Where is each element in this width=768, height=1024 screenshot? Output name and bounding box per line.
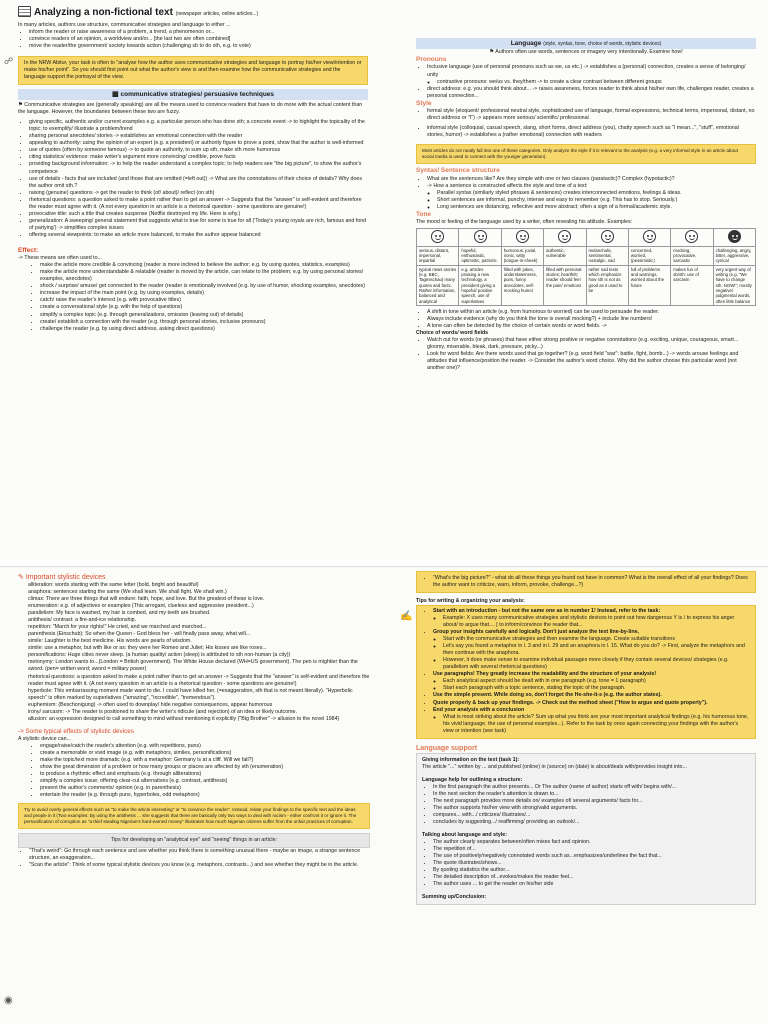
list-item: Quote properly & back up your findings. -> Check out the method sheet ("How to argue and quote properly"). — [433, 699, 708, 706]
list-item: • -> How a sentence is constructed affects the style and tone of a text: — [427, 183, 756, 190]
list-item: • show the great dimension of a problem or how many groups or places are affected by sth (enumeration) — [40, 764, 370, 771]
list-item: • entertain the reader (e.g. through puns, hyperboles, odd metaphors) — [40, 792, 370, 799]
list-item: • challenge the reader (e.g. by using direct address, asking direct questions) — [40, 326, 368, 333]
list-item: • increase the impact of the main point (e.g. by using examples, details) — [40, 290, 368, 297]
list-item: • make the topic/text more dramatic (e.g. with a metaphor: Germany is at a cliff. Will we fall?) — [40, 757, 370, 764]
list-item: • compares... with.../ criticizes/ illustrates/... — [433, 812, 750, 819]
intro-list — [18, 29, 368, 50]
stylistic-devices-list — [18, 582, 370, 723]
list-item: • A tone can often be detected by the choice of certain words or word fields. -> — [427, 323, 756, 330]
list-item: simile: Laughter is the best medicine. His words are pearls of wisdom. — [28, 638, 192, 645]
list-item: personifications: Huge cities never sleep. (a human quality/ action (sleep) is attributed to sth non-human (a city)) — [28, 652, 291, 659]
list-item: End your analysis with a conclusion — [433, 706, 525, 713]
giving-info-text: The article "..." written by ... and published (online) in (source) on (date) is about/deals with/provides insight into... — [422, 763, 687, 770]
tone-example-cell: typical news stories (e.g. BBC, Tagesschau) many quotes and facts. Rather information, balanced and analytical — [417, 265, 459, 306]
list-item: • concludes by suggesting.../ reaffirming/ providing an outlook/... — [433, 819, 750, 826]
list-item: • In the first paragraph the author presents... Or The author (name of author) starts off with/ begins with/... — [433, 784, 750, 791]
pronouns-list — [416, 64, 756, 99]
list-item: Start with an introduction - but not the same one as in number 1! Instead, refer to the task: — [433, 608, 661, 615]
list-item: antithesis/ contrast: a fire-and-ice relationship. — [28, 617, 137, 624]
language-support-box — [416, 753, 756, 906]
list-item: • simplify a complex topic (e.g. through generalizations, omission (leaving out) of details) — [40, 312, 368, 319]
tone-list — [416, 309, 756, 330]
list-subitem: ◦ Start with the communicative strategies and then examine the language. Create suitable transitions — [443, 636, 750, 643]
flag-icon: ⚑ — [18, 102, 25, 109]
language-intro: ⚑ Authors often use words, sentences or imagery very intentionally. Examine how! — [489, 49, 683, 55]
avoid-general-effects-box: Try to avoid overly general effects such as "to make the article interesting" or "to convince the reader". Instead, relate your findings to the specific text and the ideas and people in it (Two examples: By using the antithesis ... she suggests that there are basically only two ways to deal with racism - either confront it or ignore it. The personification of corruption as "a thief stealing Nigerian's hard-earned money" illustrates how much Nigerian citizens suffer from the unfair practices of corruption. — [18, 803, 370, 829]
word-choice-list — [416, 337, 756, 372]
angry-face-icon — [728, 230, 741, 243]
list-item: irony/ sarcasm: -> The reader is positioned to share the writer's ridicule (and rejection) of an idea or likely outcome. — [28, 708, 297, 715]
header-label: communicative strategies/ persuasive techniques — [120, 91, 275, 99]
effects-heading: -> Some typical effects of stylistic devices — [18, 727, 134, 735]
big-picture-box: • "What's the big picture?" - what do all these things you found out have in common? What is the overall effect of all your findings? Does the author want to criticize, warn, inform, provoke, challenge...?) — [416, 571, 756, 593]
header-label: Language — [510, 40, 542, 47]
list-item: • The author clearly separates between/often mixes fact and opinion. — [433, 839, 750, 846]
effect-intro: -> These means are often used to... — [18, 255, 102, 262]
list-item: • The author supports his/her view with strong/valid arguments. — [433, 805, 750, 812]
list-item: • The use of positively/negatively connotated words such as...emphasizes/underlines the fact that... — [433, 853, 750, 860]
list-item: • provocative title: such a title that creates suspense (Netflix destroyed my life. Here is why.) — [29, 211, 368, 218]
list-item: • "That's weird": Go through each sentence and see whether you think there is something unusual there - maybe an image, a strange sentence structure, an exaggeration... — [29, 848, 370, 862]
analytical-eye-header: Tips for developing an "analytical eye" and "seeing" things in an article: — [18, 833, 370, 848]
list-item: Group your insights carefully and logically. Don't just analyze the text line-by-line, — [433, 629, 640, 636]
tone-word-cell: concerned, worried, (pessimistic) — [628, 246, 670, 265]
tone-word-cell: melancholic, sentimental, nostalgic, sad — [586, 246, 628, 265]
style-heading: Style — [416, 99, 432, 107]
sad-face-icon — [601, 230, 614, 243]
list-item: Use paragraphs! They greatly increase the readability and the structure of your analysis! — [433, 671, 657, 678]
pencil-icon: ✎ — [18, 574, 26, 581]
giving-info-heading: Giving information on the text (task 1): — [422, 756, 520, 763]
list-item: • present the author's comments/ opinion (e.g. in parenthesis) — [40, 785, 370, 792]
list-item: parenthesis (Einschub): So when the Queen - God bless her - will finally pass away, what will... — [28, 631, 251, 638]
list-item: • A shift in tone within an article (e.g. from humorous to worried) can be used to persuade the reader. — [427, 309, 756, 316]
open-face-icon — [558, 230, 571, 243]
pronouns-heading: Pronouns — [416, 56, 447, 64]
list-item: allusion: an expression designed to call something to mind without mentioning it explicitly ("Big Brother" -> allusion to the novel 1984) — [28, 715, 340, 722]
tone-example-cell: makes fun of sb/sth: use of sarcasm — [671, 265, 713, 306]
tone-word-cell: hopeful, enthusiastic, optimistic, patriotic — [459, 246, 501, 265]
tone-example-cell: very urgent way of writing (e.g. "We have to change sth. NOW!"; mostly negative/ judgmental words, often little balance — [713, 265, 755, 306]
smirking-face-icon — [685, 230, 698, 243]
strategies-list — [18, 119, 368, 239]
tone-example-cell: filled with personal stories; heartfelt; reader should feel the pain/ emotions — [544, 265, 586, 306]
tone-intro: The mood or feeling of the language used by a writer, often revealing his attitude. Examples: — [416, 219, 633, 226]
strategies-intro: ⚑ Communicative strategies are (generally speaking) are all the means used to convince readers that have to do more with the actual content than the language. However, the boundaries between these two are fuzzy. — [18, 102, 363, 116]
list-item: • use of details - facts that are included (and those that are omitted (=left out)) -> What are the connotations of their choice of details? Why does the author omit sth.? — [29, 176, 368, 190]
list-item: • simplify a complex issue; offering clear-cut alternatives (e.g. contrast, antithesis) — [40, 778, 370, 785]
stylistic-devices-heading: ✎ Important stylistic devices — [18, 574, 106, 581]
effects-list — [18, 743, 370, 799]
list-item: • providing background information: -> to help the reader understand a complex topic; to help readers see "the big picture", to show the author's competence — [29, 161, 368, 175]
list-item: repetition: "March for your rights!" He cried, and we marched and marched... — [28, 624, 207, 631]
flag-icon: ⚑ — [489, 49, 496, 55]
list-item: metonymy: London wants to...(London = British government). The White House declared (WH=US government). The pen is mightier than the sword. (pen= written word; sword = military power) — [28, 659, 358, 673]
list-item: • shock / surprise/ amuse/ get connected to the reader (reader is emotionally involved (e.g. by use of humor, shocking examples, anecdotes) — [40, 283, 368, 290]
list-item: • The author uses ... to get the reader on his/her side — [433, 881, 750, 888]
list-item: alliteration: words starting with the same letter (bold, bright and beautiful) — [28, 582, 199, 589]
tone-example-cell: e.g. articles praising a new technology, a president giving a hopeful/ positive speech, use of superlatives — [459, 265, 501, 306]
link-icon: ☍ — [4, 56, 14, 66]
list-item: • giving specific, authentic and/or current examples e.g. a particular person who has done sth; a concrete event -> to highlight the topicality of the topic; to exemplify/ illustrate a problem/trend — [29, 119, 368, 133]
list-item: simile: use a metaphor, but with like or as: they were her Romeo and Juliet; His kisses are like roses... — [28, 645, 267, 652]
list-item: • make the article more credible & convincing (reader is more inclined to believe the author; e.g. by using quotes, statistics, examples) — [40, 262, 368, 269]
language-style-heading: Talking about language and style: — [422, 832, 507, 839]
list-subitem: ◦ Short sentences are informal, punchy, intense and easy to remember (e.g. This has to stop. Seriously.) — [437, 197, 756, 204]
tone-heading: Tone — [416, 210, 432, 218]
analytical-tips-list — [18, 848, 370, 869]
list-item: • appealing to authority: using the opinion of an expert (e.g. a president) or authority figure to prove a point, show that the author is well-informed — [29, 140, 368, 147]
worried-face-icon — [643, 230, 656, 243]
list-item: • The repetition of... — [433, 846, 750, 853]
laughing-face-icon — [516, 230, 529, 243]
page-2 — [0, 566, 768, 1024]
list-subitem: ◦ However, it does make sense to examine individual passages more closely if they contain several devices/ strategies (e.g. parallelism with several rhetorical questions) — [443, 657, 750, 671]
list-item: • By quoting statistics the author... — [433, 867, 750, 874]
list-item: parallelism: My face is washed, my hair is combed, and my teeth are brushed. — [28, 610, 211, 617]
effects-intro: A stylistic device can... — [18, 735, 71, 742]
list-item: • make the article more understandable & relatable (reader is moved by the article, can relate to the problem; e.g. by using personal stories/ examples, anecdotes) — [40, 269, 368, 283]
communicative-strategies-header — [18, 89, 368, 100]
list-item: • move the reader/the government/ society towards action (challenging sb to do sth, e.g. to vote) — [29, 43, 368, 50]
intro-text: In many articles, authors use structure, communicative strategies and language to either ... — [18, 22, 231, 28]
style-list — [416, 108, 756, 139]
list-subitem: ◦ Let's say you found a metaphor in l. 3 and in l. 29 and an anaphora in l. 15. What do you do? -> First, analyze the metaphors and then continue with the anaphora. — [443, 643, 750, 657]
list-item: • Look for word fields: Are there words used that go together? (e.g. word field "war": battle, fight, bomb...) -> words arouse feelings and attitudes that influence/position the reader. -> Consider the author's word choice. Why did the author choose this particular word (not another one)? — [427, 351, 756, 372]
list-item: rhetorical questions: a question asked to make a point rather than to get an answer -> Suggests that the "answer" is self-evident and therefore the reader must agree with it. (A not every question in an article is a rhetorical question - some questions are genuine!) — [28, 673, 370, 687]
writing-tips-list — [422, 608, 750, 735]
list-item: • "Scan the article": Think of some typical stylistic devices you know (e.g. metaphors, contrasts...) and see whether they might be in the article. — [29, 862, 370, 869]
syntax-heading: Syntax/ Sentence structure — [416, 167, 500, 175]
left-column-page-1 — [18, 6, 368, 556]
outline-heading: Language help for outlining a structure: — [422, 776, 523, 783]
writing-icon: ✍ — [400, 611, 413, 622]
list-item: climax: There are three things that will endure: faith, hope, and love. But the greatest of these is love. — [28, 596, 265, 603]
tone-table — [416, 228, 756, 306]
list-item: • sharing personal anecdotes/ stories -> establishes an emotional connection with the reader — [29, 133, 368, 140]
list-item: • catch/ raise the reader's interest (e.g. with provocative titles) — [40, 297, 368, 304]
list-item: • The detailed description of...evokes/makes the reader feel... — [433, 874, 750, 881]
effect-list — [18, 262, 368, 332]
syntax-list — [416, 176, 756, 211]
writing-tips-heading: Tips for writing & organizing your analysis: — [416, 598, 525, 605]
right-column-page-2 — [416, 571, 756, 1021]
list-item: • create/ establish a connection with the reader (e.g. through personal stories, inclusive pronouns) — [40, 319, 368, 326]
list-item: • rhetorical questions: a question asked to make a point rather than to get an answer -> Suggests that the "answer" is self-evident and therefore the reader must agree with it. (A not every question in an article is a rhetorical question - some questions are genuine!) — [29, 197, 368, 211]
style-note-box: Most articles do not neatly fall into one of these categories. Only analyze the style if it is relevant to the analysis (e.g. a very informal style in an article about social media is used to connect with the younger generation). — [416, 144, 756, 164]
chart-icon: ▩ — [111, 91, 121, 99]
summing-up-heading: Summing up/Conclusion: — [422, 894, 487, 901]
list-item: • Inclusive language (use of personal pronouns such as we, us etc.) -> establishes a (personal) connection, creates a sense of belonging/ unity — [427, 64, 756, 78]
header-sublabel: (style, syntax, tone, choice of words, stylistic devices) — [543, 41, 662, 47]
happy-face-icon — [474, 230, 487, 243]
list-item: • engage/raise/catch the reader's attention (e.g. with repetitions, puns) — [40, 743, 370, 750]
tone-example-cell: rather sad texts which emphasize how sth is not as good as it used to be — [586, 265, 628, 306]
list-item: • generalization: A sweeping/ general statement that suggests what is true for some is true for all ('Today's young royals are rich, famous and fond of partying') -> simplifies complex issues — [29, 218, 368, 232]
list-subitem: ◦ What is most striking about the article? Sum up what you think are your most important analytical findings (e.g. his humorous tone, his vivid language, the use of personal examples...). Refer to the task by once again connecting your findings with the author's view or intention (see task) — [443, 714, 750, 735]
list-subitem: ◦ Parallel syntax (similarly styled phrases & sentences) creates interconnected emotions, feelings & ideas. — [437, 190, 756, 197]
tone-word-cell: serious, distant, impersonal, impartial — [417, 246, 459, 265]
list-item: • direct address: e.g. you should think about... -> raises awareness, forces reader to think about his/her own life, challenges reader, creates a personal connection... — [427, 86, 756, 100]
list-subitem: ◦ Start each paragraph with a topic sentence, stating the topic of the paragraph. — [443, 685, 750, 692]
neutral-face-icon — [431, 230, 444, 243]
list-item: • formal style (eloquent/ professional neutral style, sophisticated use of language, formal expressions, technical terms, impersonal, distant, no direct address or "I") -> appears more serious/ scientific/ professional — [427, 108, 756, 122]
list-item: euphemism: (Beschonigung) -> often used to downplay/ hide negative consequences, appear humorous — [28, 701, 273, 708]
tone-word-cell: authentic, vulnerable — [544, 246, 586, 265]
effect-heading: Effect: — [18, 246, 39, 254]
list-item: • informal style (colloquial, casual speech, slang, short forms, direct address (you), chatty speech such as "I mean...", "stuff", emotional stories, humor) -> establishes a (rather emotional) connection with readers — [427, 125, 756, 139]
word-choice-heading: Choice of words/ word fields — [416, 330, 489, 337]
left-column-page-2 — [18, 573, 370, 1021]
title-subtitle: (newspaper articles, online articles...) — [175, 11, 259, 17]
list-item: • create a conversational style (e.g. with the help of questions) — [40, 304, 368, 311]
list-item: • The quote illustrates/shows... — [433, 860, 750, 867]
list-item: Use the simple present. While doing so, don't forget the He-she-it-s (e.g. the author states). — [433, 692, 662, 699]
tone-word-cell: humorous, jovial, ironic, witty (tongue-in-cheek) — [501, 246, 543, 265]
list-subitem: ◦ Each analytical aspect should be dealt with in one paragraph (e.g. tone = 1 paragraph) — [443, 678, 750, 685]
list-item: • What are the sentences like? Are they simple with one or two clauses (paratactic)? Complex (hypotactic)? — [427, 176, 756, 183]
tone-word-cell: challenging, angry, bitter, aggressive, cynical — [713, 246, 755, 265]
right-column-page-1 — [416, 38, 756, 556]
list-item: • create a memorable or vivid image (e.g. with metaphors, similes, personifications) — [40, 750, 370, 757]
list-item: • The next paragraph provides more details on/ examples of/ several arguments/ facts for... — [433, 798, 750, 805]
language-header — [416, 38, 756, 49]
list-item: anaphora: sentences starting the same (We shall learn. We shall fight. We shall win.) — [28, 589, 227, 596]
list-item: • raising (genuine) questions -> get the reader to think (of/ about)/ reflect (on sth) — [29, 190, 368, 197]
list-subitem: ◦ Long sentences are distancing, reflective and more abstract; often a sign of a formal/academic style. — [437, 204, 756, 211]
list-item: • Watch out for words (or phrases) that have either strong positive or negative connotations (e.g. exciting, unique, courageous, smart... gloomy, miserable, bleak, dark, pressure, picky...) — [427, 337, 756, 351]
tone-example-cell: filled with jokes, understatements, puns, funny anecdotes, self-mocking humor — [501, 265, 543, 306]
list-item: hyperbole: This embarrassing moment made want to die. I could have killed her. (=exaggeration, sth that is not meant literally). "Hyperbolic speech" is often marked by superlatives ("amazing", "incredible", "tremendous"). — [28, 687, 353, 701]
list-item: enumeration: e.g. of adjectives or examples (This arrogant, clueless and aggressive president...) — [28, 603, 254, 610]
eye-icon: ◉ — [4, 995, 13, 1006]
list-item: • Always include evidence (why do you think the tone is overall mocking?) + include line numbers! — [427, 316, 756, 323]
writing-tips-box — [416, 605, 756, 739]
title-text: Analyzing a non-fictional text — [34, 7, 173, 18]
list-item: • convince readers of an opinion, a worldview and/or... [the last two are often combined] — [29, 36, 368, 43]
list-item: • to produce a rhythmic effect and emphasis (e.g. through alliterations) — [40, 771, 370, 778]
nrw-abitur-box: In the NRW Abitur, your task is often to "analyse how the author uses communicative strategies and language to portray his/her view/intention or make his/her point". So you should first point out what the author's view is and then examine how the communicative strategies and the language support the portrayal of the view. — [18, 56, 368, 85]
list-item: • In the next section the reader's attention is drawn to... — [433, 791, 750, 798]
tone-word-cell: mocking, provocative, sarcastic — [671, 246, 713, 265]
list-item: • offering several viewpoints: to make an article more balanced, to make the author appear balanced — [29, 232, 368, 239]
list-item: • inform the reader or raise awareness of a problem, a trend, a phenomenon or... — [29, 29, 368, 36]
list-subitem: ◦ Example: X uses many communicative strategies and stylistic devices to point out how dangerous Y is / to express his anger about/ to argue that.... [ to inform/convince the reader that... — [443, 615, 750, 629]
document-icon — [18, 6, 31, 17]
list-item: • use of quotes (often by someone famous) -> to quote an authority, to sum up sth, make sth more humorous — [29, 147, 368, 154]
list-item: • citing statistics/ evidence: make writer's argument more convincing/ credible, prove facts — [29, 154, 368, 161]
tone-example-cell: full of problems and warnings, worried about the future — [628, 265, 670, 306]
page-title — [18, 6, 368, 19]
language-support-heading: Language support — [416, 744, 478, 752]
list-subitem: ◦ contrastive pronouns: we/us vs. they/them -> to create a clear contrast between different groups — [437, 79, 756, 86]
